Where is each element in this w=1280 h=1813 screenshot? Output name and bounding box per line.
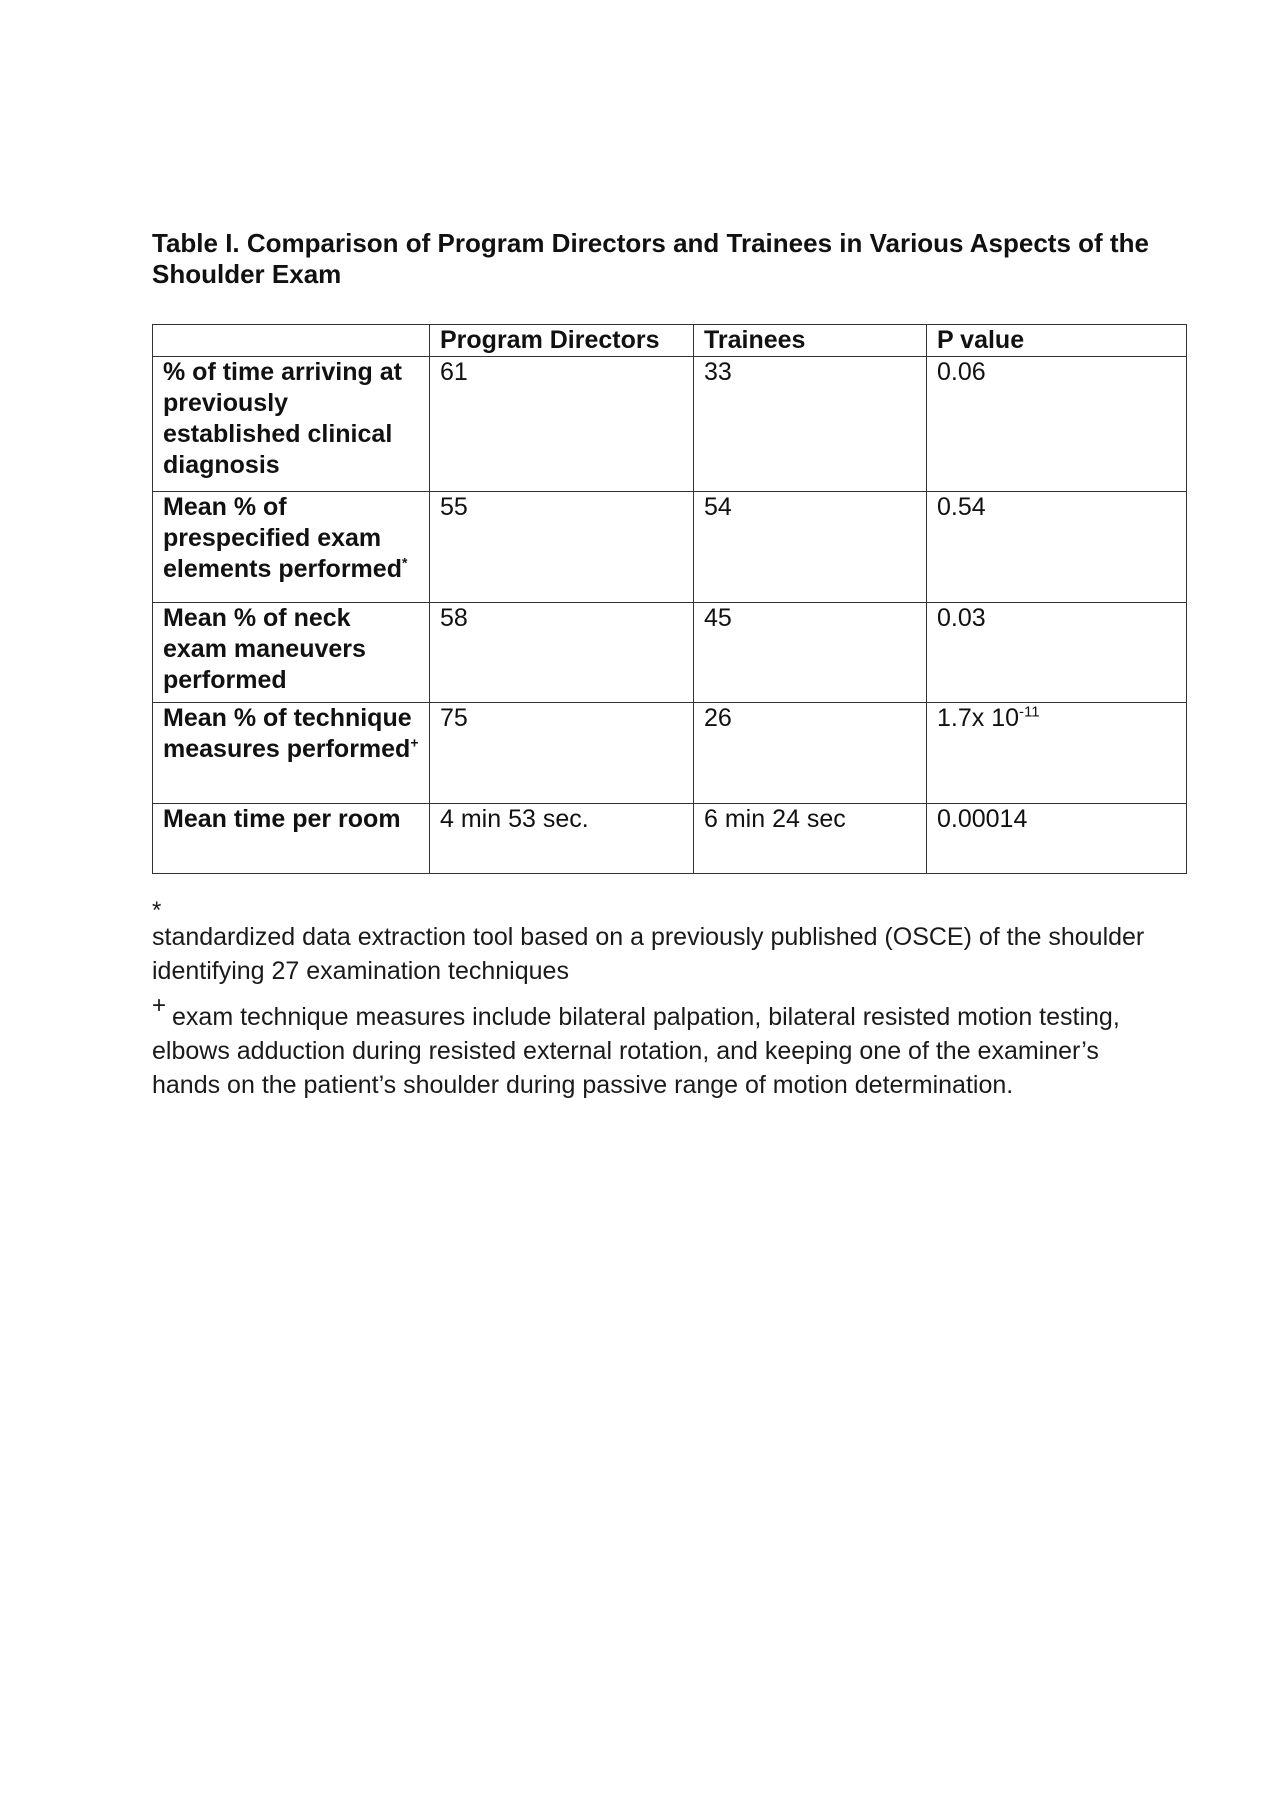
table-row [153, 357, 1187, 492]
table-row [153, 804, 1187, 874]
table-title: Table I. Comparison of Program Directors and Trainees in Various Aspects of the Shoulder Exam [152, 228, 1149, 289]
footnote-text: standardized data extraction tool based on a previously published (OSCE) of the shoulder identifying 27 examination techniques [152, 923, 1145, 985]
table-row [153, 703, 1187, 804]
trainees-value: 45 [694, 603, 927, 703]
footnote-asterisk [152, 897, 1162, 988]
header-blank [153, 325, 430, 357]
row-label [153, 804, 430, 874]
p-value: 0.03 [927, 603, 1187, 703]
header-trainees: Trainees [694, 325, 927, 357]
program-directors-value: 75 [430, 703, 694, 804]
row-label-text: Mean % of technique measures performed [163, 704, 412, 763]
footnote-text: exam technique measures include bilateral palpation, bilateral resisted motion testing, elbows adduction during resisted external rotation, and keeping one of the examiner’s hands on the patient’s shoulder during passive range of motion determination. [152, 1003, 1120, 1099]
row-label-text: % of time arriving at previously established clinical diagnosis [163, 358, 402, 479]
table-row [153, 492, 1187, 603]
p-value: 0.54 [927, 492, 1187, 603]
row-label-text: Mean % of prespecified exam elements performed [163, 493, 402, 583]
footnote-marker: * [401, 554, 408, 571]
footnote-symbol: * [152, 897, 162, 924]
program-directors-value: 58 [430, 603, 694, 703]
row-label [153, 492, 430, 603]
table-header-row [153, 325, 1187, 357]
p-value: 0.00014 [927, 804, 1187, 874]
footnote-marker: + [410, 734, 419, 751]
row-label [153, 603, 430, 703]
program-directors-value: 55 [430, 492, 694, 603]
row-label-text: Mean % of neck exam maneuvers performed [163, 604, 366, 694]
comparison-table [152, 324, 1187, 874]
row-label-text: Mean time per room [163, 805, 401, 833]
row-label [153, 703, 430, 804]
header-program-directors: Program Directors [430, 325, 694, 357]
p-value: 0.06 [927, 357, 1187, 492]
trainees-value: 6 min 24 sec [694, 804, 927, 874]
trainees-value: 26 [694, 703, 927, 804]
trainees-value: 54 [694, 492, 927, 603]
trainees-value: 33 [694, 357, 927, 492]
program-directors-value: 4 min 53 sec. [430, 804, 694, 874]
p-value-mantissa: 1.7x 10 [937, 704, 1020, 732]
p-value [927, 703, 1187, 804]
program-directors-value: 61 [430, 357, 694, 492]
header-p-value: P value [927, 325, 1187, 357]
footnote-symbol: + [152, 992, 167, 1019]
footnote-plus [152, 992, 1162, 1102]
row-label [153, 357, 430, 492]
p-value-exponent: -11 [1019, 703, 1040, 721]
table-row [153, 603, 1187, 703]
